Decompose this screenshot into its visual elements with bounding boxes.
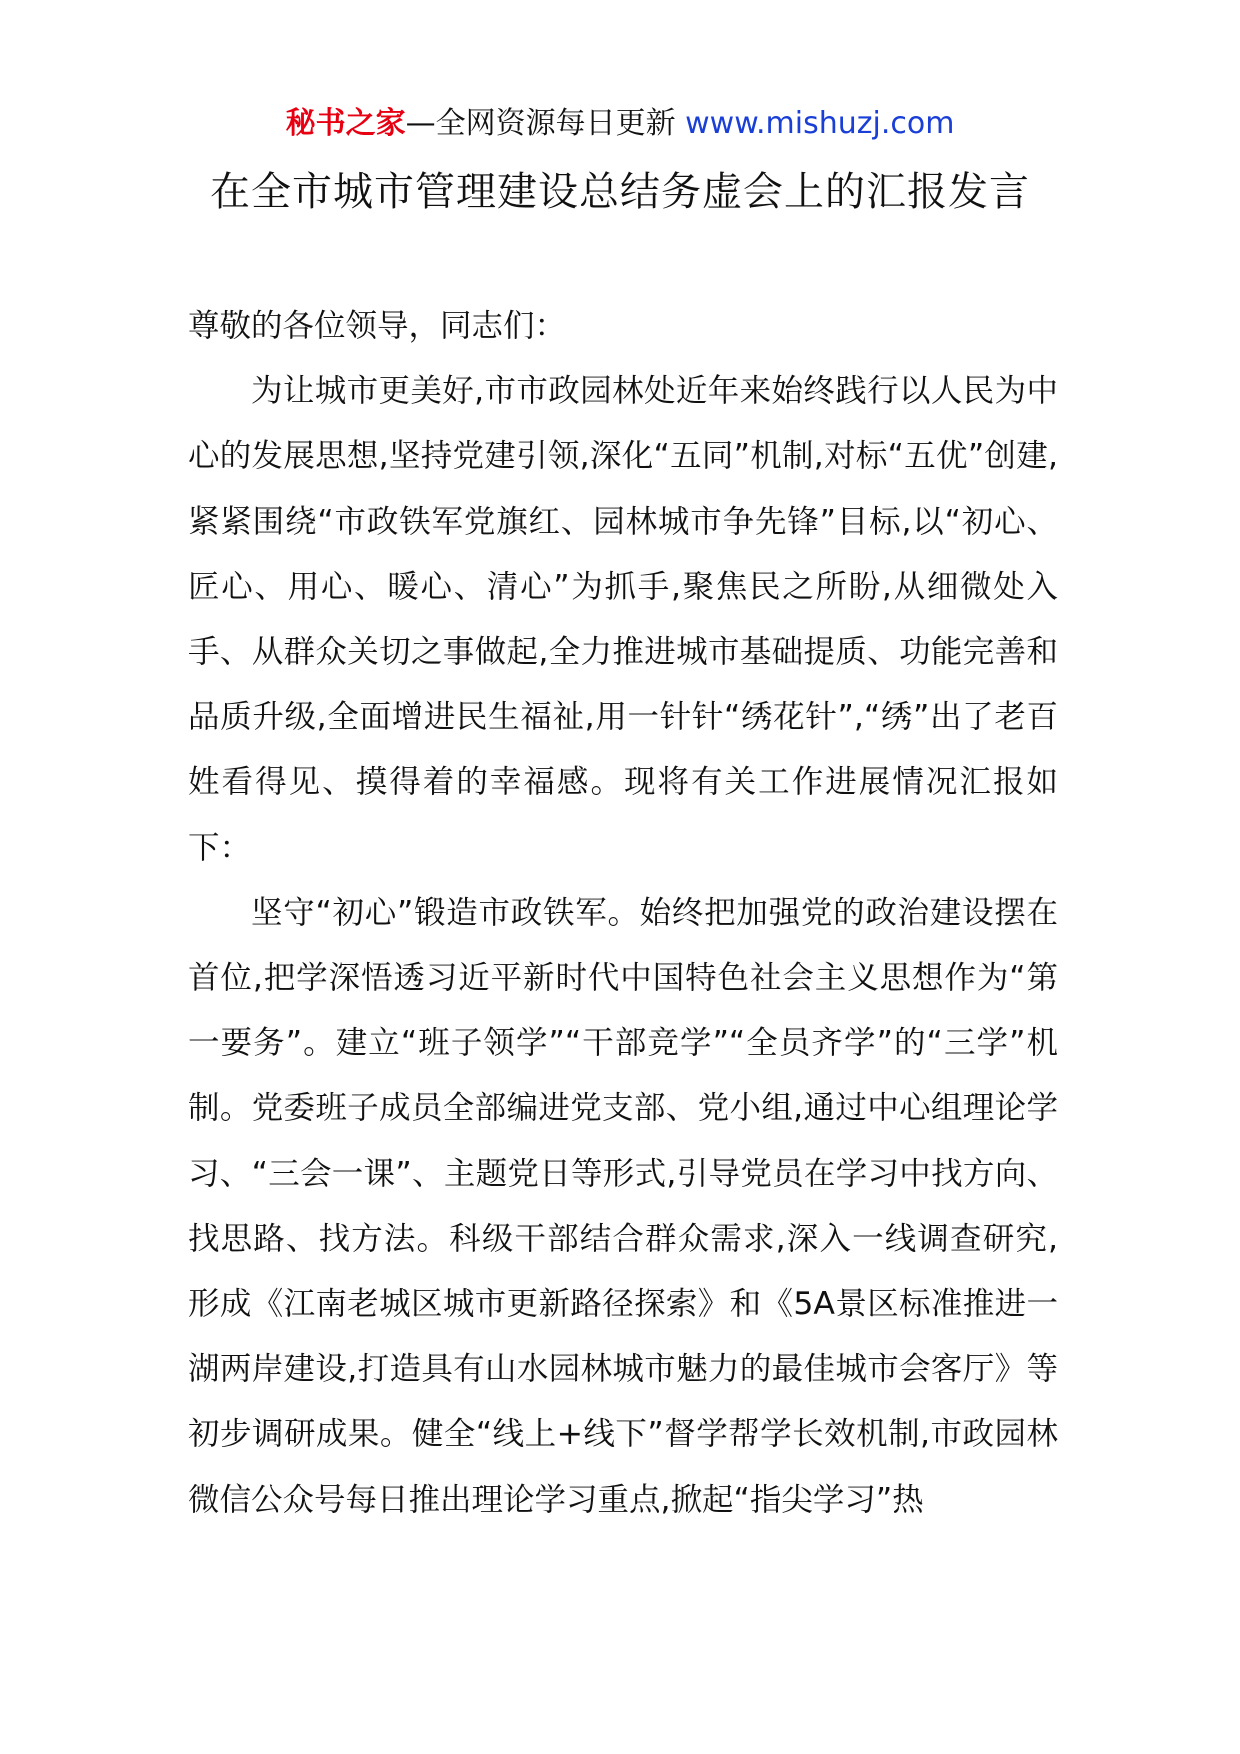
site-url[interactable]: www.mishuzj.com	[685, 106, 955, 141]
paragraph-initial-heart: 坚守“初心”锻造市政铁军。始终把加强党的政治建设摆在首位,把学深悟透习近平新时代中国特色社会主义思想作为“第一要务”。建立“班子领学”“干部竞学”“全员齐学”的“三学”机制。党委班子成员全部编进党支部、党小组,通过中心组理论学习、“三会一课”、主题党日等形式,引导党员在学习中找方向、找思路、找方法。科级干部结合群众需求,深入一线调查研究,形成《江南老城区城市更新路径探索》和《5A景区标准推进一湖两岸建设,打造具有山水园林城市魅力的最佳城市会客厅》等初步调研成果。健全“线上+线下”督学帮学长效机制,市政园林微信公众号每日推出理论学习重点,掀起“指尖学习”热	[188, 894, 1058, 1518]
document-title: 在全市城市管理建设总结务虚会上的汇报发言	[210, 169, 1030, 215]
salutation: 尊敬的各位领导，同志们：	[188, 308, 567, 344]
header-tagline: —全网资源每日更新	[405, 106, 686, 141]
site-header	[0, 100, 1240, 148]
paragraph-intro: 为让城市更美好,市市政园林处近年来始终践行以人民为中心的发展思想,坚持党建引领,深化“五同”机制,对标“五优”创建,紧紧围绕“市政铁军党旗红、园林城市争先锋”目标,以“初心、匠心、用心、暖心、清心”为抓手,聚焦民之所盼,从细微处入手、从群众关切之事做起,全力推进城市基础提质、功能完善和品质升级,全面增进民生福祉,用一针针“绣花针”,“绣”出了老百姓看得见、摸得着的幸福感。现将有关工作进展情况汇报如下：	[188, 373, 1058, 866]
document-body	[188, 294, 1058, 1533]
brand-name: 秘书之家	[285, 106, 406, 141]
